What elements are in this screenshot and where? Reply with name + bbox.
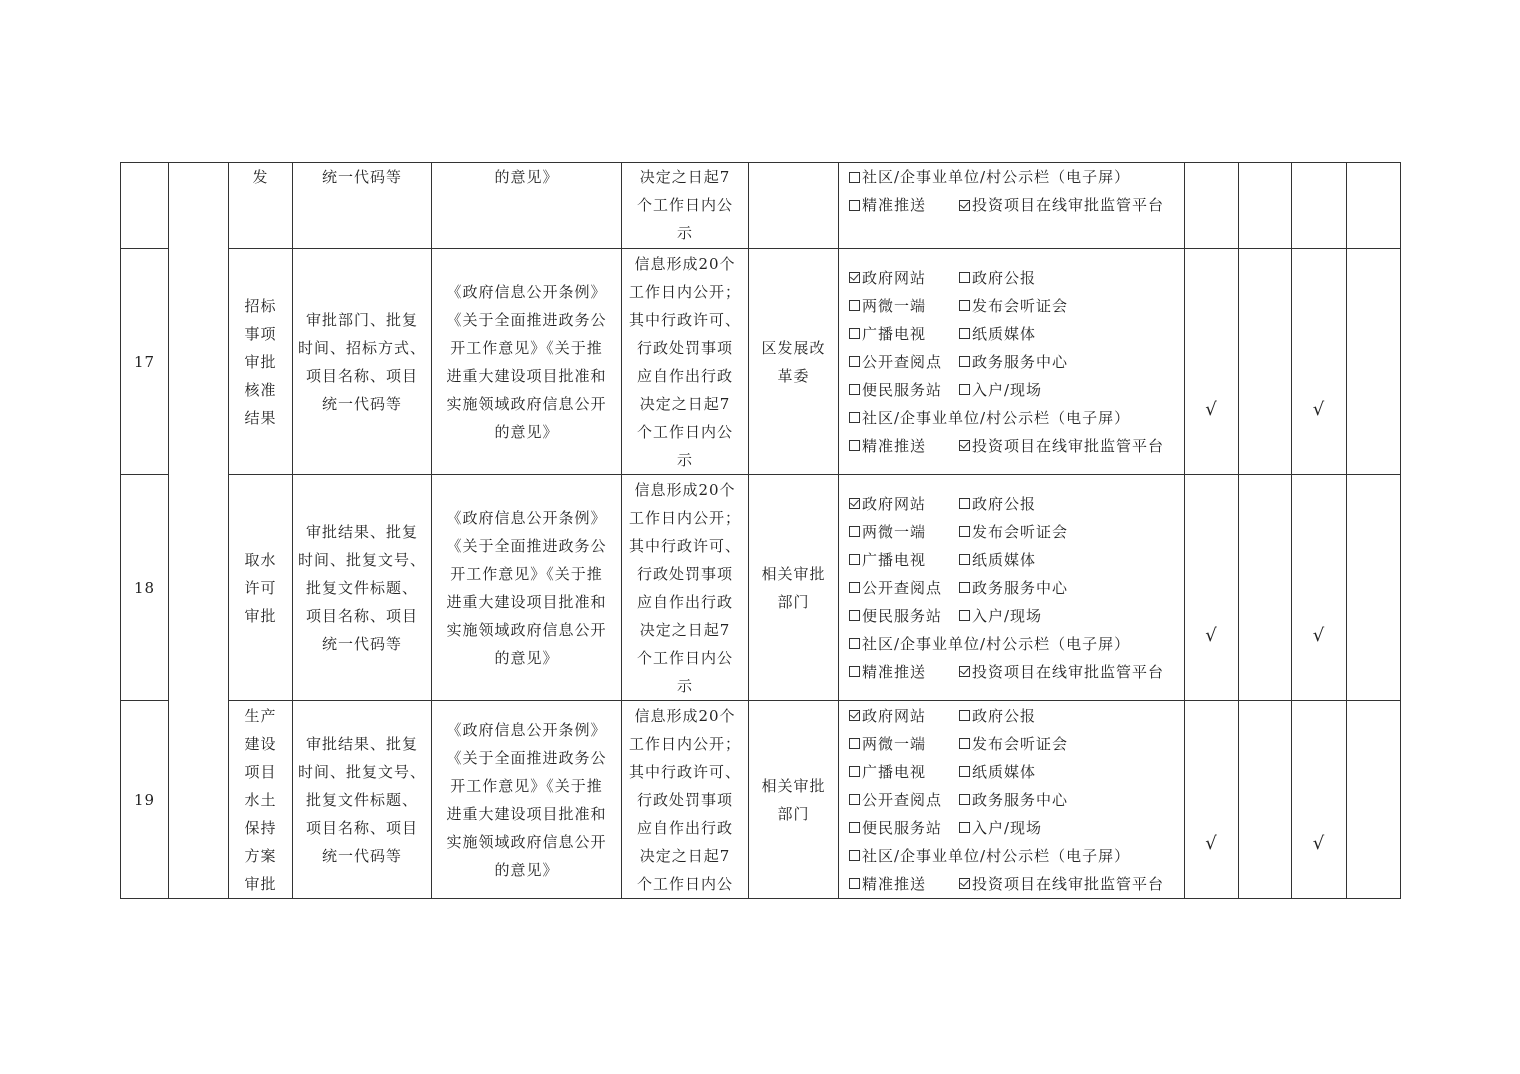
disclosure-time: 决定之日起7 个工作日内公 示 [622, 163, 749, 249]
channel-option [959, 518, 1068, 546]
disclosure-table [120, 162, 1401, 899]
unchecked-checkbox-icon [959, 582, 970, 593]
unchecked-checkbox-icon [849, 822, 860, 833]
channel-option [849, 702, 959, 730]
table-row [121, 249, 1401, 475]
channel-label: 政府公报 [972, 494, 1037, 513]
disclosure-content: 审批部门、批复 时间、招标方式、 项目名称、项目 统一代码等 [293, 249, 432, 475]
channel-option [849, 376, 959, 404]
channel-option [849, 658, 959, 686]
disclosure-channels [839, 701, 1185, 899]
mark-cell [1347, 701, 1401, 899]
disclosure-time: 信息形成20个 工作日内公开； 其中行政许可、 行政处罚事项 应自作出行政 决定之日起7 个工作日内公 [622, 701, 749, 899]
unchecked-checkbox-icon [849, 878, 860, 889]
channel-option [959, 574, 1068, 602]
disclosure-dept [749, 163, 839, 249]
row-number: 18 [121, 475, 169, 701]
channel-label: 政府网站 [862, 706, 927, 725]
channel-label: 入户/现场 [972, 606, 1043, 625]
channel-line [849, 432, 1184, 460]
channel-label: 社区/企事业单位/村公示栏（电子屏） [862, 846, 1131, 865]
unchecked-checkbox-icon [959, 738, 970, 749]
disclosure-channels [839, 475, 1185, 701]
disclosure-time: 信息形成20个 工作日内公开； 其中行政许可、 行政处罚事项 应自作出行政 决定之日起7 个工作日内公 示 [622, 249, 749, 475]
channel-label: 精准推送 [862, 874, 927, 893]
unchecked-checkbox-icon [849, 610, 860, 621]
channel-line [849, 574, 1184, 602]
channel-line [849, 730, 1184, 758]
item-name: 招标 事项 审批 核准 结果 [229, 249, 293, 475]
channel-option [849, 630, 1130, 658]
disclosure-dept: 区发展改 革委 [749, 249, 839, 475]
channel-label: 投资项目在线审批监管平台 [972, 874, 1165, 893]
channel-line [849, 842, 1184, 870]
unchecked-checkbox-icon [849, 328, 860, 339]
unchecked-checkbox-icon [959, 610, 970, 621]
channel-label: 两微一端 [862, 734, 927, 753]
channel-option [849, 490, 959, 518]
channel-label: 发布会听证会 [972, 296, 1069, 315]
checked-checkbox-icon [959, 200, 970, 211]
channel-label: 政府公报 [972, 706, 1037, 725]
channel-line [849, 758, 1184, 786]
channel-option [959, 264, 1036, 292]
channel-line [849, 404, 1184, 432]
channel-label: 政务服务中心 [972, 790, 1069, 809]
channel-option [959, 292, 1068, 320]
disclosure-basis: 《政府信息公开条例》 《关于全面推进政务公 开工作意见》《关于推 进重大建设项目批准和 实施领域政府信息公开 的意见》 [432, 475, 622, 701]
unchecked-checkbox-icon [849, 412, 860, 423]
channel-label: 两微一端 [862, 296, 927, 315]
mark-cell: √ [1185, 249, 1239, 475]
channel-label: 政府网站 [862, 494, 927, 513]
channel-option [849, 264, 959, 292]
channel-label: 政府网站 [862, 268, 927, 287]
channel-option [849, 320, 959, 348]
channel-option [959, 814, 1042, 842]
unchecked-checkbox-icon [849, 440, 860, 451]
channel-option [849, 518, 959, 546]
unchecked-checkbox-icon [959, 526, 970, 537]
channel-line [849, 320, 1184, 348]
channel-line [849, 786, 1184, 814]
channel-label: 入户/现场 [972, 380, 1043, 399]
channel-option [959, 320, 1036, 348]
channel-option [959, 490, 1036, 518]
channel-label: 投资项目在线审批监管平台 [972, 436, 1165, 455]
table-body [121, 163, 1401, 899]
disclosure-channels [839, 163, 1185, 249]
row-number: 19 [121, 701, 169, 899]
channel-label: 入户/现场 [972, 818, 1043, 837]
channel-line [849, 490, 1184, 518]
channel-label: 广播电视 [862, 762, 927, 781]
mark-cell [1239, 475, 1292, 701]
mark-cell: √ [1292, 701, 1347, 899]
channel-line [849, 376, 1184, 404]
channel-line [849, 163, 1184, 191]
channel-label: 公开查阅点 [862, 352, 943, 371]
channel-label: 纸质媒体 [972, 550, 1037, 569]
unchecked-checkbox-icon [959, 710, 970, 721]
channel-label: 政务服务中心 [972, 578, 1069, 597]
unchecked-checkbox-icon [849, 794, 860, 805]
channel-option [849, 292, 959, 320]
channel-label: 社区/企事业单位/村公示栏（电子屏） [862, 634, 1131, 653]
checked-checkbox-icon [849, 272, 860, 283]
channel-line [849, 292, 1184, 320]
checked-checkbox-icon [959, 666, 970, 677]
table-row [121, 163, 1401, 249]
channel-line [849, 602, 1184, 630]
unchecked-checkbox-icon [959, 328, 970, 339]
channel-option [959, 376, 1042, 404]
channel-label: 政府公报 [972, 268, 1037, 287]
disclosure-basis: 的意见》 [432, 163, 622, 249]
disclosure-basis: 《政府信息公开条例》 《关于全面推进政务公 开工作意见》《关于推 进重大建设项目批准和 实施领域政府信息公开 的意见》 [432, 249, 622, 475]
channel-label: 精准推送 [862, 436, 927, 455]
mark-cell [1185, 163, 1239, 249]
channel-line [849, 191, 1184, 219]
unchecked-checkbox-icon [959, 272, 970, 283]
channel-label: 便民服务站 [862, 380, 943, 399]
channel-option [849, 842, 1130, 870]
channel-label: 公开查阅点 [862, 578, 943, 597]
unchecked-checkbox-icon [959, 300, 970, 311]
channel-line [849, 630, 1184, 658]
channel-option [959, 758, 1036, 786]
disclosure-dept: 相关审批 部门 [749, 475, 839, 701]
unchecked-checkbox-icon [849, 850, 860, 861]
mark-cell [1292, 163, 1347, 249]
channel-line [849, 518, 1184, 546]
disclosure-content: 审批结果、批复 时间、批复文号、 批复文件标题、 项目名称、项目 统一代码等 [293, 475, 432, 701]
channel-option [849, 432, 959, 460]
item-name: 取水 许可 审批 [229, 475, 293, 701]
unchecked-checkbox-icon [849, 526, 860, 537]
channel-label: 政务服务中心 [972, 352, 1069, 371]
channel-label: 社区/企事业单位/村公示栏（电子屏） [862, 168, 1131, 186]
channel-label: 投资项目在线审批监管平台 [972, 196, 1165, 214]
table-row [121, 701, 1401, 899]
disclosure-content: 审批结果、批复 时间、批复文号、 批复文件标题、 项目名称、项目 统一代码等 [293, 701, 432, 899]
unchecked-checkbox-icon [849, 384, 860, 395]
channel-option [959, 786, 1068, 814]
mark-cell [1347, 475, 1401, 701]
channel-option [959, 191, 1164, 219]
channel-label: 发布会听证会 [972, 734, 1069, 753]
channel-option [849, 602, 959, 630]
checked-checkbox-icon [849, 498, 860, 509]
row-number: 17 [121, 249, 169, 475]
mark-cell [1239, 701, 1292, 899]
item-name: 发 [229, 163, 293, 249]
disclosure-channels [839, 249, 1185, 475]
channel-label: 公开查阅点 [862, 790, 943, 809]
channel-option [959, 546, 1036, 574]
unchecked-checkbox-icon [959, 356, 970, 367]
channel-line [849, 814, 1184, 842]
checked-checkbox-icon [959, 878, 970, 889]
mark-cell: √ [1185, 701, 1239, 899]
channel-option [959, 658, 1164, 686]
unchecked-checkbox-icon [849, 172, 860, 183]
mark-cell: √ [1185, 475, 1239, 701]
checked-checkbox-icon [849, 710, 860, 721]
item-name: 生产 建设 项目 水土 保持 方案 审批 [229, 701, 293, 899]
channel-label: 精准推送 [862, 662, 927, 681]
channel-line [849, 348, 1184, 376]
channel-label: 投资项目在线审批监管平台 [972, 662, 1165, 681]
channel-option [959, 730, 1068, 758]
checked-checkbox-icon [959, 440, 970, 451]
table-row [121, 475, 1401, 701]
channel-line [849, 702, 1184, 730]
unchecked-checkbox-icon [959, 384, 970, 395]
channel-label: 发布会听证会 [972, 522, 1069, 541]
channel-label: 社区/企事业单位/村公示栏（电子屏） [862, 408, 1131, 427]
unchecked-checkbox-icon [959, 498, 970, 509]
mark-cell [1239, 163, 1292, 249]
unchecked-checkbox-icon [849, 666, 860, 677]
channel-option [849, 870, 959, 898]
unchecked-checkbox-icon [849, 738, 860, 749]
row-number [121, 163, 169, 249]
mark-cell [1239, 249, 1292, 475]
channel-label: 广播电视 [862, 324, 927, 343]
disclosure-dept: 相关审批 部门 [749, 701, 839, 899]
disclosure-basis: 《政府信息公开条例》 《关于全面推进政务公 开工作意见》《关于推 进重大建设项目批准和 实施领域政府信息公开 的意见》 [432, 701, 622, 899]
channel-line [849, 658, 1184, 686]
channel-line [849, 870, 1184, 898]
channel-option [849, 574, 959, 602]
mark-cell [1347, 163, 1401, 249]
channel-option [959, 702, 1036, 730]
unchecked-checkbox-icon [849, 300, 860, 311]
channel-label: 纸质媒体 [972, 324, 1037, 343]
unchecked-checkbox-icon [849, 766, 860, 777]
unchecked-checkbox-icon [849, 638, 860, 649]
channel-option [849, 814, 959, 842]
channel-option [959, 432, 1164, 460]
channel-option [849, 191, 959, 219]
channel-option [849, 730, 959, 758]
channel-label: 纸质媒体 [972, 762, 1037, 781]
channel-option [959, 602, 1042, 630]
channel-line [849, 264, 1184, 292]
mark-cell [1347, 249, 1401, 475]
channel-label: 精准推送 [862, 196, 927, 214]
unchecked-checkbox-icon [959, 554, 970, 565]
channel-option [849, 163, 1130, 191]
channel-label: 两微一端 [862, 522, 927, 541]
channel-option [849, 348, 959, 376]
mark-cell: √ [1292, 475, 1347, 701]
channel-option [849, 758, 959, 786]
channel-label: 广播电视 [862, 550, 927, 569]
category-cell [169, 163, 229, 899]
channel-label: 便民服务站 [862, 818, 943, 837]
mark-cell: √ [1292, 249, 1347, 475]
channel-option [959, 870, 1164, 898]
disclosure-content: 统一代码等 [293, 163, 432, 249]
channel-option [849, 786, 959, 814]
channel-option [849, 546, 959, 574]
unchecked-checkbox-icon [849, 582, 860, 593]
channel-line [849, 546, 1184, 574]
unchecked-checkbox-icon [849, 200, 860, 211]
unchecked-checkbox-icon [849, 356, 860, 367]
channel-option [849, 404, 1130, 432]
unchecked-checkbox-icon [959, 766, 970, 777]
disclosure-time: 信息形成20个 工作日内公开； 其中行政许可、 行政处罚事项 应自作出行政 决定之日起7 个工作日内公 示 [622, 475, 749, 701]
unchecked-checkbox-icon [959, 822, 970, 833]
channel-label: 便民服务站 [862, 606, 943, 625]
unchecked-checkbox-icon [959, 794, 970, 805]
channel-option [959, 348, 1068, 376]
unchecked-checkbox-icon [849, 554, 860, 565]
